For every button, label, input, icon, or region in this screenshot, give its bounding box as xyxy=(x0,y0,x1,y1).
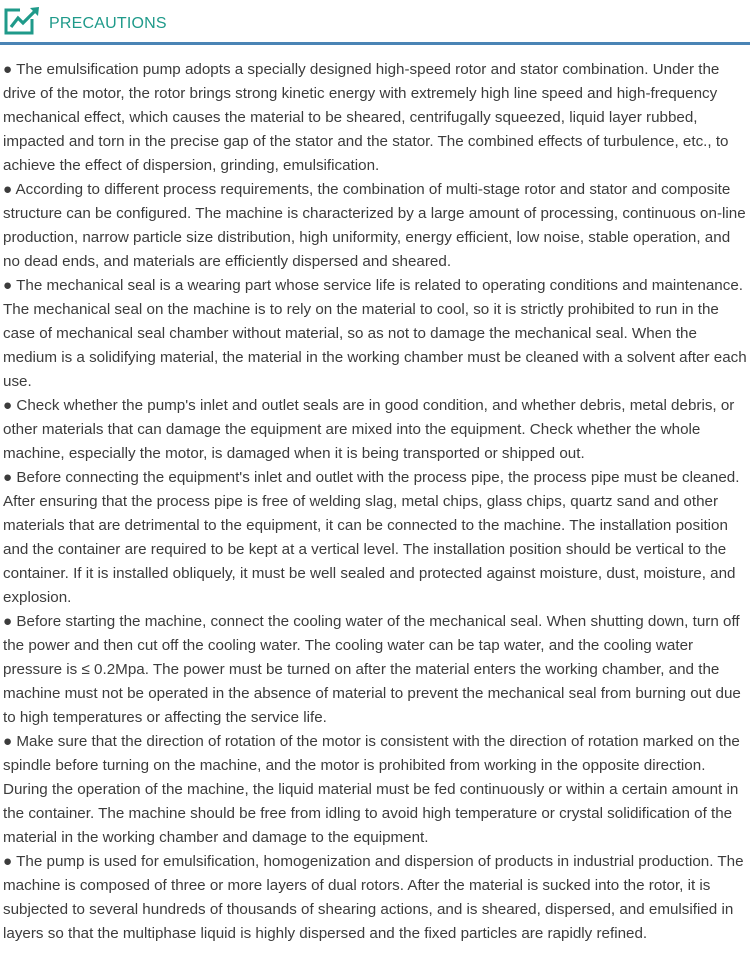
precaution-item: ● The mechanical seal is a wearing part whose service life is related to operating conditions and maintenance. The mechanical seal on the machine is to rely on the material to cool, so it is strictly prohibited to run in the case of mechanical seal chamber without material, so as not to damage the mechanical seal. When the medium is a solidifying material, the material in the working chamber must be cleaned with a solvent after each use. xyxy=(3,277,747,390)
precaution-item: ● Before connecting the equipment's inlet and outlet with the process pipe, the process pipe must be cleaned. After ensuring that the process pipe is free of welding slag, metal chips, glass chips, quartz sand and other materials that are detrimental to the equipment, it can be connected to the machine. The installation position and the container are required to be kept at a vertical level. The installation position should be vertical to the container. If it is installed obliquely, it must be well sealed and protected against moisture, dust, moisture, and explosion. xyxy=(3,469,740,606)
precaution-item: ● Make sure that the direction of rotation of the motor is consistent with the direction of rotation marked on the spindle before turning on the machine, and the motor is prohibited from working in the opposite direction. During the operation of the machine, the liquid material must be fed continuously or within a certain amount in the container. The machine should be free from idling to avoid high temperature or crystal solidification of the material in the working chamber and damage to the equipment. xyxy=(3,733,740,846)
precaution-item: ● The emulsification pump adopts a specially designed high-speed rotor and stator combination. Under the drive of the motor, the rotor brings strong kinetic energy with extremely high line speed and high-frequency mechanical effect, which causes the material to be sheared, centrifugally squeezed, liquid layer rubbed, impacted and torn in the precise gap of the stator and the stator. The combined effects of turbulence, etc., to achieve the effect of dispersion, grinding, emulsification. xyxy=(3,61,729,174)
section-header xyxy=(0,0,750,48)
precaution-item: ● According to different process requirements, the combination of multi-stage rotor and stator and composite structure can be configured. The machine is characterized by a large amount of processing, continuous on-line production, narrow particle size distribution, high uniformity, energy efficient, low noise, stable operation, and no dead ends, and materials are efficiently dispersed and sheared. xyxy=(3,181,746,270)
section-title: PRECAUTIONS xyxy=(49,15,167,32)
precaution-item: ● Check whether the pump's inlet and outlet seals are in good condition, and whether debris, metal debris, or other materials that can damage the equipment are mixed into the equipment. Check whether the whole machine, especially the motor, is damaged when it is being transported or shipped out. xyxy=(3,397,735,462)
brand-logo-icon xyxy=(4,6,40,36)
header-divider xyxy=(0,42,750,45)
precaution-item: ● The pump is used for emulsification, homogenization and dispersion of products in industrial production. The machine is composed of three or more layers of dual rotors. After the material is sucked into the rotor, it is subjected to several hundreds of thousands of shearing actions, and is sheared, dispersed, and emulsified in layers so that the multiphase liquid is highly dispersed and the fixed particles are rapidly refined. xyxy=(3,853,744,942)
precaution-item: ● Before starting the machine, connect the cooling water of the mechanical seal. When shutting down, turn off the power and then cut off the cooling water. The cooling water can be tap water, and the cooling water pressure is ≤ 0.2Mpa. The power must be turned on after the material enters the working chamber, and the machine must not be operated in the absence of material to prevent the mechanical seal from burning out due to high temperatures or affecting the service life. xyxy=(3,613,741,726)
precautions-body xyxy=(3,58,747,946)
